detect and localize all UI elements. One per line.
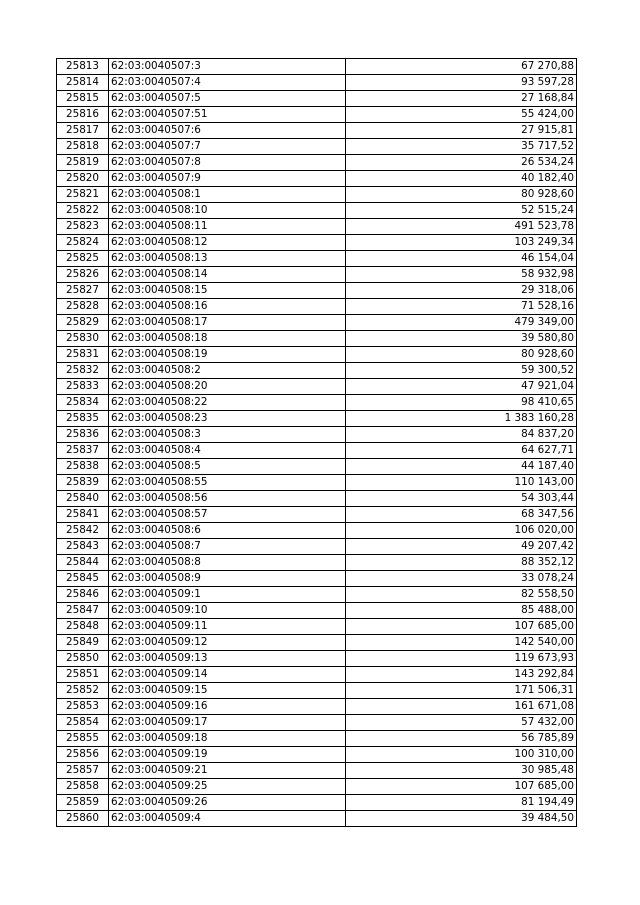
value-cell: 44 187,40	[346, 459, 577, 475]
value-cell: 58 932,98	[346, 267, 577, 283]
cadastral-number-cell: 62:03:0040508:6	[109, 523, 346, 539]
row-number-cell: 25839	[57, 475, 109, 491]
table-row	[57, 91, 577, 107]
value-cell: 59 300,52	[346, 363, 577, 379]
row-number-cell: 25852	[57, 683, 109, 699]
cadastral-number-cell: 62:03:0040509:10	[109, 603, 346, 619]
cadastral-number-cell: 62:03:0040509:26	[109, 795, 346, 811]
cadastral-number-cell: 62:03:0040509:13	[109, 651, 346, 667]
table-row	[57, 235, 577, 251]
value-cell: 107 685,00	[346, 779, 577, 795]
table-row	[57, 59, 577, 75]
cadastral-number-cell: 62:03:0040507:6	[109, 123, 346, 139]
table-row	[57, 395, 577, 411]
row-number-cell: 25859	[57, 795, 109, 811]
table-row	[57, 603, 577, 619]
value-cell: 54 303,44	[346, 491, 577, 507]
cadastral-number-cell: 62:03:0040508:55	[109, 475, 346, 491]
cadastral-number-cell: 62:03:0040508:17	[109, 315, 346, 331]
cadastral-number-cell: 62:03:0040507:5	[109, 91, 346, 107]
row-number-cell: 25840	[57, 491, 109, 507]
cadastral-number-cell: 62:03:0040508:5	[109, 459, 346, 475]
value-cell: 479 349,00	[346, 315, 577, 331]
table-row	[57, 683, 577, 699]
cadastral-number-cell: 62:03:0040509:15	[109, 683, 346, 699]
value-cell: 30 985,48	[346, 763, 577, 779]
table-row	[57, 251, 577, 267]
table-row	[57, 427, 577, 443]
cadastral-value-table	[56, 58, 577, 827]
cadastral-number-cell: 62:03:0040509:19	[109, 747, 346, 763]
row-number-cell: 25832	[57, 363, 109, 379]
row-number-cell: 25822	[57, 203, 109, 219]
table-row	[57, 107, 577, 123]
value-cell: 1 383 160,28	[346, 411, 577, 427]
table-row	[57, 347, 577, 363]
value-cell: 110 143,00	[346, 475, 577, 491]
value-cell: 80 928,60	[346, 347, 577, 363]
value-cell: 81 194,49	[346, 795, 577, 811]
value-cell: 107 685,00	[346, 619, 577, 635]
table-row	[57, 459, 577, 475]
value-cell: 80 928,60	[346, 187, 577, 203]
row-number-cell: 25820	[57, 171, 109, 187]
table-row	[57, 155, 577, 171]
row-number-cell: 25816	[57, 107, 109, 123]
table-row	[57, 491, 577, 507]
table-row	[57, 379, 577, 395]
table-row	[57, 571, 577, 587]
table-row	[57, 587, 577, 603]
row-number-cell: 25818	[57, 139, 109, 155]
value-cell: 171 506,31	[346, 683, 577, 699]
value-cell: 26 534,24	[346, 155, 577, 171]
row-number-cell: 25842	[57, 523, 109, 539]
row-number-cell: 25844	[57, 555, 109, 571]
cadastral-number-cell: 62:03:0040508:14	[109, 267, 346, 283]
cadastral-number-cell: 62:03:0040508:20	[109, 379, 346, 395]
table-row	[57, 747, 577, 763]
value-cell: 64 627,71	[346, 443, 577, 459]
table-row	[57, 555, 577, 571]
table-row	[57, 651, 577, 667]
cadastral-number-cell: 62:03:0040508:16	[109, 299, 346, 315]
value-cell: 67 270,88	[346, 59, 577, 75]
cadastral-number-cell: 62:03:0040508:8	[109, 555, 346, 571]
table-row	[57, 795, 577, 811]
value-cell: 103 249,34	[346, 235, 577, 251]
row-number-cell: 25856	[57, 747, 109, 763]
row-number-cell: 25851	[57, 667, 109, 683]
cadastral-number-cell: 62:03:0040507:3	[109, 59, 346, 75]
cadastral-number-cell: 62:03:0040508:15	[109, 283, 346, 299]
table-row	[57, 715, 577, 731]
cadastral-number-cell: 62:03:0040509:12	[109, 635, 346, 651]
row-number-cell: 25835	[57, 411, 109, 427]
value-cell: 119 673,93	[346, 651, 577, 667]
row-number-cell: 25821	[57, 187, 109, 203]
row-number-cell: 25830	[57, 331, 109, 347]
row-number-cell: 25857	[57, 763, 109, 779]
row-number-cell: 25815	[57, 91, 109, 107]
row-number-cell: 25860	[57, 811, 109, 827]
row-number-cell: 25819	[57, 155, 109, 171]
row-number-cell: 25838	[57, 459, 109, 475]
row-number-cell: 25834	[57, 395, 109, 411]
value-cell: 55 424,00	[346, 107, 577, 123]
cadastral-number-cell: 62:03:0040507:8	[109, 155, 346, 171]
row-number-cell: 25841	[57, 507, 109, 523]
table-row	[57, 811, 577, 827]
row-number-cell: 25850	[57, 651, 109, 667]
table-row	[57, 699, 577, 715]
value-cell: 49 207,42	[346, 539, 577, 555]
cadastral-number-cell: 62:03:0040507:9	[109, 171, 346, 187]
value-cell: 27 915,81	[346, 123, 577, 139]
row-number-cell: 25827	[57, 283, 109, 299]
cadastral-number-cell: 62:03:0040507:51	[109, 107, 346, 123]
value-cell: 98 410,65	[346, 395, 577, 411]
value-cell: 82 558,50	[346, 587, 577, 603]
row-number-cell: 25829	[57, 315, 109, 331]
value-cell: 100 310,00	[346, 747, 577, 763]
value-cell: 93 597,28	[346, 75, 577, 91]
table-row	[57, 315, 577, 331]
table-row	[57, 283, 577, 299]
value-cell: 84 837,20	[346, 427, 577, 443]
cadastral-number-cell: 62:03:0040508:18	[109, 331, 346, 347]
cadastral-number-cell: 62:03:0040509:16	[109, 699, 346, 715]
table-row	[57, 187, 577, 203]
cadastral-number-cell: 62:03:0040509:25	[109, 779, 346, 795]
cadastral-number-cell: 62:03:0040509:4	[109, 811, 346, 827]
cadastral-number-cell: 62:03:0040507:4	[109, 75, 346, 91]
cadastral-number-cell: 62:03:0040508:57	[109, 507, 346, 523]
row-number-cell: 25836	[57, 427, 109, 443]
value-cell: 40 182,40	[346, 171, 577, 187]
row-number-cell: 25833	[57, 379, 109, 395]
value-cell: 68 347,56	[346, 507, 577, 523]
row-number-cell: 25824	[57, 235, 109, 251]
table-row	[57, 475, 577, 491]
cadastral-number-cell: 62:03:0040508:7	[109, 539, 346, 555]
cadastral-number-cell: 62:03:0040508:22	[109, 395, 346, 411]
cadastral-number-cell: 62:03:0040509:18	[109, 731, 346, 747]
table-row	[57, 635, 577, 651]
row-number-cell: 25828	[57, 299, 109, 315]
row-number-cell: 25825	[57, 251, 109, 267]
cadastral-number-cell: 62:03:0040508:1	[109, 187, 346, 203]
row-number-cell: 25845	[57, 571, 109, 587]
value-cell: 106 020,00	[346, 523, 577, 539]
value-cell: 88 352,12	[346, 555, 577, 571]
row-number-cell: 25848	[57, 619, 109, 635]
row-number-cell: 25814	[57, 75, 109, 91]
table-row	[57, 267, 577, 283]
cadastral-number-cell: 62:03:0040508:56	[109, 491, 346, 507]
value-cell: 33 078,24	[346, 571, 577, 587]
table-row	[57, 763, 577, 779]
row-number-cell: 25849	[57, 635, 109, 651]
cadastral-number-cell: 62:03:0040509:17	[109, 715, 346, 731]
row-number-cell: 25858	[57, 779, 109, 795]
cadastral-number-cell: 62:03:0040508:12	[109, 235, 346, 251]
row-number-cell: 25853	[57, 699, 109, 715]
value-cell: 35 717,52	[346, 139, 577, 155]
table-row	[57, 203, 577, 219]
value-cell: 27 168,84	[346, 91, 577, 107]
table-row	[57, 75, 577, 91]
table-row	[57, 411, 577, 427]
row-number-cell: 25837	[57, 443, 109, 459]
cadastral-number-cell: 62:03:0040508:3	[109, 427, 346, 443]
value-cell: 39 580,80	[346, 331, 577, 347]
value-cell: 143 292,84	[346, 667, 577, 683]
cadastral-number-cell: 62:03:0040508:13	[109, 251, 346, 267]
table-row	[57, 779, 577, 795]
table-row	[57, 443, 577, 459]
value-cell: 57 432,00	[346, 715, 577, 731]
table-row	[57, 219, 577, 235]
cadastral-number-cell: 62:03:0040509:14	[109, 667, 346, 683]
cadastral-number-cell: 62:03:0040508:23	[109, 411, 346, 427]
value-cell: 85 488,00	[346, 603, 577, 619]
value-cell: 142 540,00	[346, 635, 577, 651]
cadastral-number-cell: 62:03:0040509:21	[109, 763, 346, 779]
value-cell: 47 921,04	[346, 379, 577, 395]
row-number-cell: 25843	[57, 539, 109, 555]
value-cell: 491 523,78	[346, 219, 577, 235]
row-number-cell: 25826	[57, 267, 109, 283]
cadastral-number-cell: 62:03:0040508:4	[109, 443, 346, 459]
row-number-cell: 25847	[57, 603, 109, 619]
cadastral-number-cell: 62:03:0040508:2	[109, 363, 346, 379]
row-number-cell: 25846	[57, 587, 109, 603]
value-cell: 56 785,89	[346, 731, 577, 747]
value-cell: 71 528,16	[346, 299, 577, 315]
row-number-cell: 25823	[57, 219, 109, 235]
row-number-cell: 25831	[57, 347, 109, 363]
table-body	[57, 59, 577, 827]
cadastral-number-cell: 62:03:0040508:10	[109, 203, 346, 219]
row-number-cell: 25854	[57, 715, 109, 731]
cadastral-number-cell: 62:03:0040508:11	[109, 219, 346, 235]
table-row	[57, 331, 577, 347]
row-number-cell: 25855	[57, 731, 109, 747]
value-cell: 39 484,50	[346, 811, 577, 827]
cadastral-number-cell: 62:03:0040508:9	[109, 571, 346, 587]
table-row	[57, 667, 577, 683]
table-row	[57, 619, 577, 635]
table-row	[57, 507, 577, 523]
value-cell: 46 154,04	[346, 251, 577, 267]
table-row	[57, 523, 577, 539]
value-cell: 161 671,08	[346, 699, 577, 715]
cadastral-number-cell: 62:03:0040508:19	[109, 347, 346, 363]
table-row	[57, 363, 577, 379]
table-row	[57, 539, 577, 555]
cadastral-number-cell: 62:03:0040507:7	[109, 139, 346, 155]
value-cell: 52 515,24	[346, 203, 577, 219]
row-number-cell: 25813	[57, 59, 109, 75]
cadastral-number-cell: 62:03:0040509:11	[109, 619, 346, 635]
table-row	[57, 731, 577, 747]
cadastral-number-cell: 62:03:0040509:1	[109, 587, 346, 603]
value-cell: 29 318,06	[346, 283, 577, 299]
table-row	[57, 171, 577, 187]
row-number-cell: 25817	[57, 123, 109, 139]
table-row	[57, 299, 577, 315]
table-row	[57, 123, 577, 139]
table-row	[57, 139, 577, 155]
